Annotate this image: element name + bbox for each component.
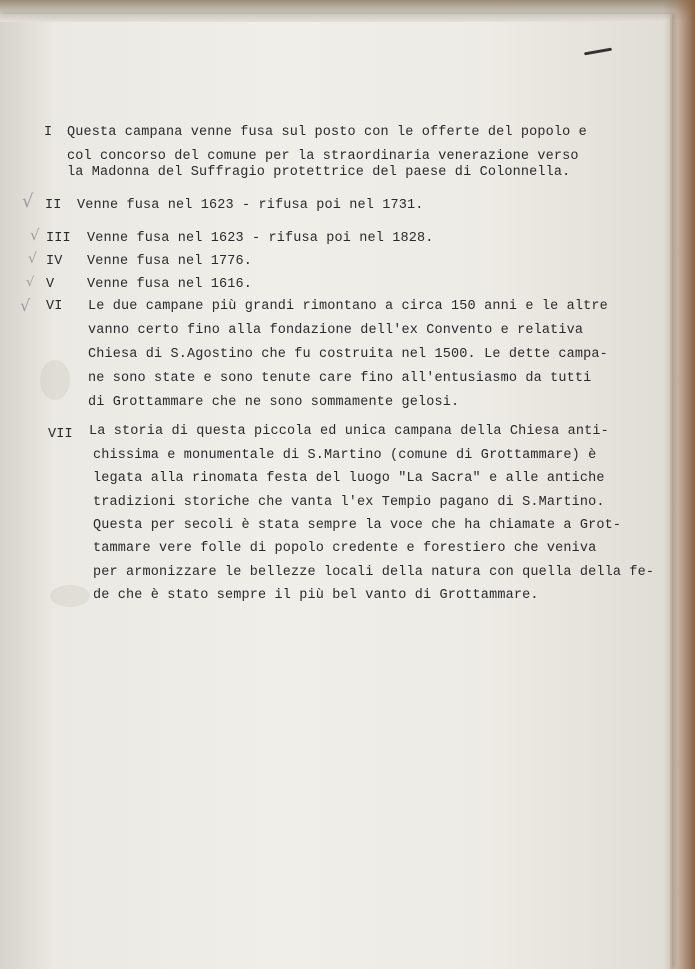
margin-check-mark: √: [22, 191, 34, 212]
entry-line: la Madonna del Suffragio protettrice del paese di Colonnella.: [67, 165, 571, 180]
entry-numeral: IV: [46, 254, 63, 269]
margin-check-mark: √: [20, 296, 31, 315]
entry-line: La storia di questa piccola ed unica campana della Chiesa anti-: [89, 424, 609, 439]
entry-numeral: VI: [46, 299, 63, 314]
entry-numeral: I: [44, 125, 53, 140]
entry-line: Venne fusa nel 1776.: [87, 254, 253, 269]
entry-line: vanno certo fino alla fondazione dell'ex Convento e relativa: [88, 323, 584, 338]
margin-check-mark: √: [26, 275, 35, 290]
entry-line: Chiesa di S.Agostino che fu costruita nel 1500. Le dette campa-: [88, 347, 608, 362]
entry-line: Questa campana venne fusa sul posto con le offerte del popolo e: [67, 125, 587, 140]
entry-numeral: II: [45, 198, 62, 213]
entry-line: Le due campane più grandi rimontano a circa 150 anni e le altre: [88, 299, 608, 314]
entry-line: Questa per secoli è stata sempre la voce che ha chiamate a Grot-: [93, 518, 622, 533]
entry-line: per armonizzare le bellezze locali della natura con quella della fe-: [93, 565, 655, 580]
entry-line: legata alla rinomata festa del luogo "La Sacra" e alle antiche: [93, 471, 605, 486]
entry-numeral: III: [46, 231, 71, 246]
entry-line: Venne fusa nel 1623 - rifusa poi nel 1828.: [87, 231, 434, 246]
entry-numeral: VII: [48, 427, 73, 442]
entry-numeral: V: [46, 277, 55, 292]
entry-line: de che è stato sempre il più bel vanto di Grottammare.: [93, 588, 539, 603]
entry-line: tammare vere folle di popolo credente e forestiero che veniva: [93, 541, 597, 556]
paper-stain: [40, 360, 70, 400]
page-right-edge: [663, 0, 695, 969]
paper-stain: [50, 585, 90, 607]
entry-line: Venne fusa nel 1623 - rifusa poi nel 1731.: [77, 198, 424, 213]
entry-line: chissima e monumentale di S.Martino (comune di Grottammare) è: [93, 448, 597, 463]
margin-check-mark: √: [28, 251, 37, 267]
entry-line: di Grottammare che ne sono sommamente gelosi.: [88, 395, 460, 410]
entry-line: ne sono state e sono tenute care fino all'entusiasmo da tutti: [88, 371, 592, 386]
entry-line: tradizioni storiche che vanta l'ex Tempio pagano di S.Martino.: [93, 495, 605, 510]
entry-line: Venne fusa nel 1616.: [87, 277, 253, 292]
margin-check-mark: √: [30, 226, 40, 244]
entry-line: col concorso del comune per la straordinaria venerazione verso: [67, 149, 579, 164]
